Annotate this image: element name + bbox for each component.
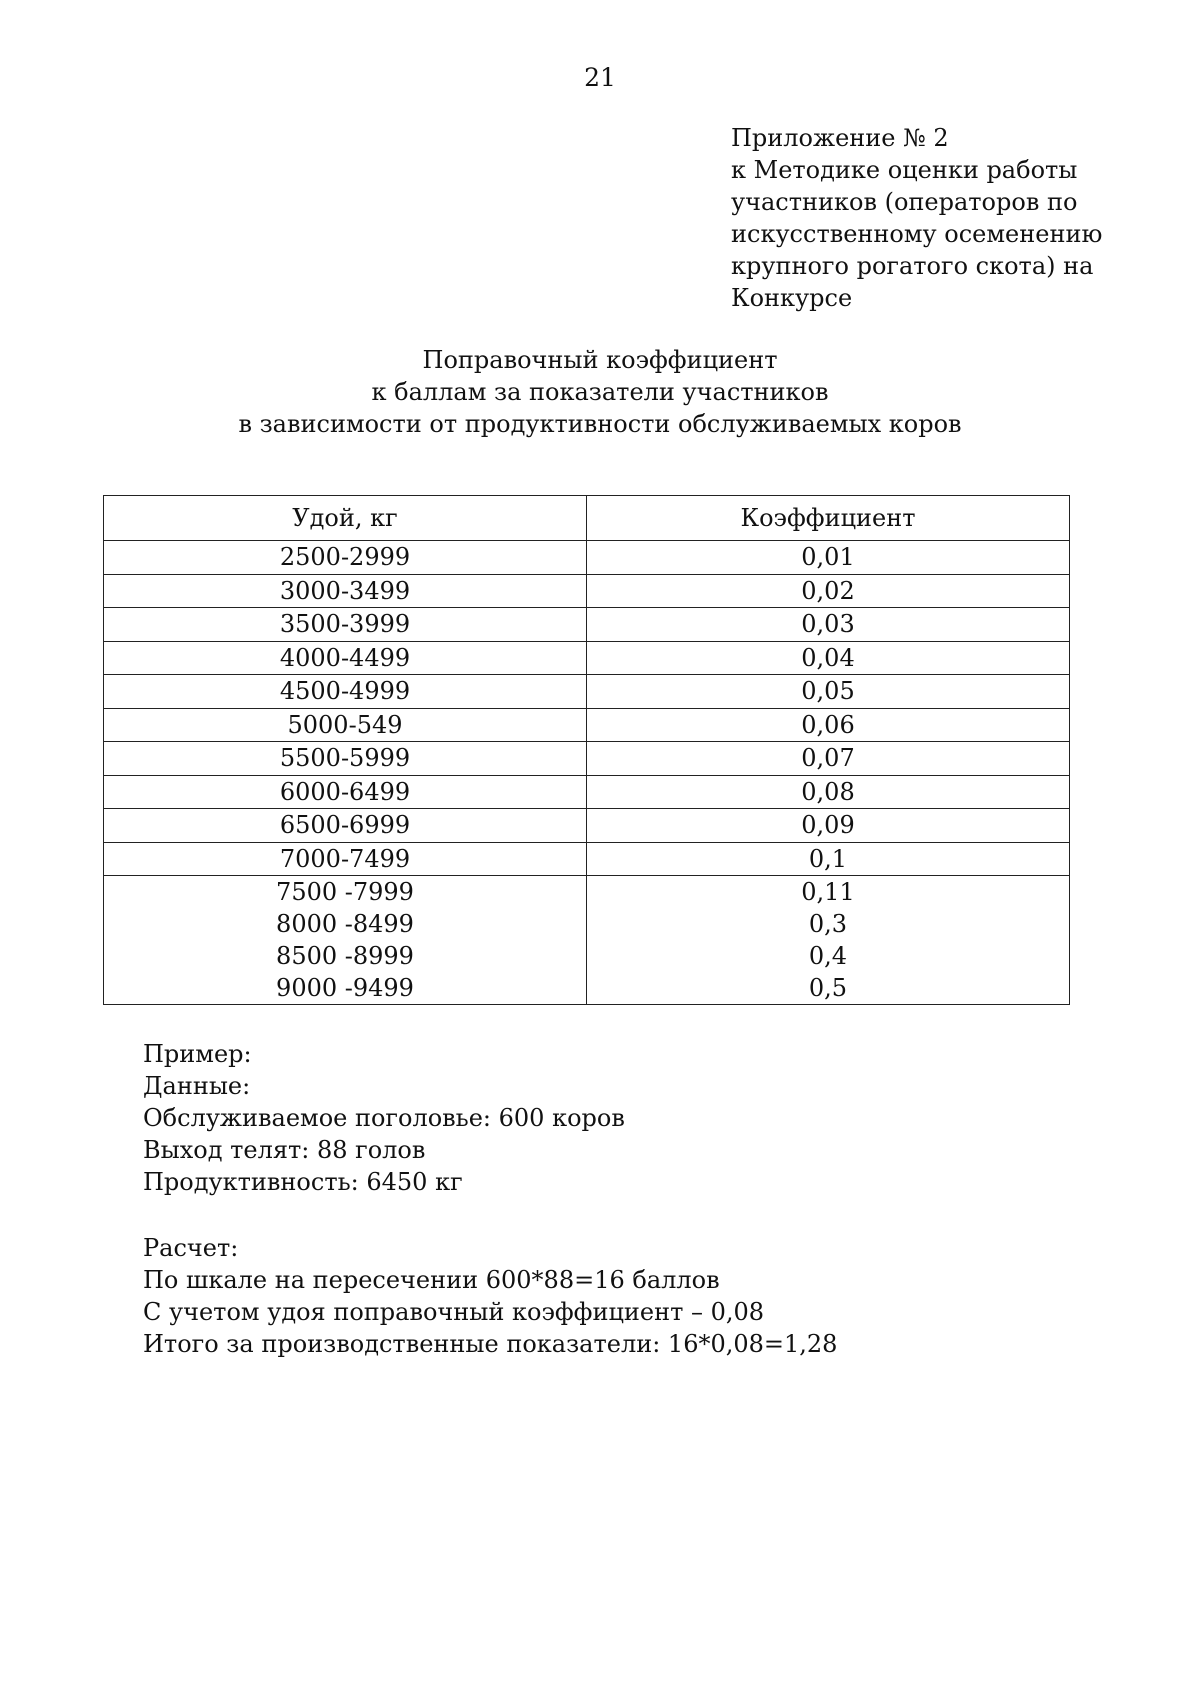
coefficient-cell: 0,05 [587, 675, 1070, 709]
yield-cell: 4000-4499 [104, 641, 587, 675]
appendix-line: участников (операторов по [731, 188, 1078, 216]
table-row [104, 641, 1070, 675]
table-row [104, 574, 1070, 608]
example-line: Обслуживаемое поголовье: 600 коров [143, 1104, 625, 1132]
example-line: Пример: [143, 1040, 252, 1068]
yield-cell: 6500-6999 [104, 809, 587, 843]
coefficient-cell: 0,06 [587, 708, 1070, 742]
coefficient-cell: 0,11 [587, 876, 1070, 909]
example-line: Данные: [143, 1072, 251, 1100]
column-header-coefficient: Коэффициент [587, 496, 1070, 541]
title-line: в зависимости от продуктивности обслуживаемых коров [238, 410, 962, 438]
yield-cell: 7500 -7999 [104, 876, 587, 909]
appendix-line: Приложение № 2 [731, 124, 949, 152]
yield-cell: 4500-4999 [104, 675, 587, 709]
yield-cell: 3500-3999 [104, 608, 587, 642]
page-number: 21 [584, 63, 616, 92]
table-row [104, 842, 1070, 876]
table-header-row [104, 496, 1070, 541]
table-row [104, 608, 1070, 642]
coefficient-cell: 0,02 [587, 574, 1070, 608]
yield-cell: 9000 -9499 [104, 972, 587, 1005]
table-row [104, 809, 1070, 843]
calculation-line: Итого за производственные показатели: 16*0,08=1,28 [143, 1330, 838, 1358]
table-row [104, 908, 1070, 940]
coefficient-cell: 0,5 [587, 972, 1070, 1005]
yield-cell: 3000-3499 [104, 574, 587, 608]
example-section [143, 1038, 1143, 1198]
coefficient-table [103, 495, 1070, 1005]
coefficient-cell: 0,08 [587, 775, 1070, 809]
yield-cell: 8000 -8499 [104, 908, 587, 940]
appendix-line: Конкурсе [731, 284, 853, 312]
coefficient-cell: 0,03 [587, 608, 1070, 642]
yield-cell: 8500 -8999 [104, 940, 587, 972]
example-line: Продуктивность: 6450 кг [143, 1168, 463, 1196]
title-line: Поправочный коэффициент [422, 346, 778, 374]
coefficient-cell: 0,04 [587, 641, 1070, 675]
yield-cell: 7000-7499 [104, 842, 587, 876]
coefficient-cell: 0,3 [587, 908, 1070, 940]
table-row [104, 675, 1070, 709]
calculation-line: Расчет: [143, 1234, 239, 1262]
table-row [104, 742, 1070, 776]
table-row [104, 775, 1070, 809]
column-header-yield: Удой, кг [104, 496, 587, 541]
table-row [104, 876, 1070, 909]
table-row [104, 972, 1070, 1005]
yield-cell: 5000-549 [104, 708, 587, 742]
appendix-note [731, 122, 1171, 314]
example-line: Выход телят: 88 голов [143, 1136, 426, 1164]
document-title [0, 344, 1200, 440]
appendix-line: к Методике оценки работы [731, 156, 1078, 184]
appendix-line: искусственному осеменению [731, 220, 1103, 248]
yield-cell: 5500-5999 [104, 742, 587, 776]
calculation-section [143, 1232, 1143, 1360]
calculation-line: По шкале на пересечении 600*88=16 баллов [143, 1266, 720, 1294]
appendix-line: крупного рогатого скота) на [731, 252, 1094, 280]
table-row [104, 541, 1070, 575]
title-line: к баллам за показатели участников [371, 378, 829, 406]
table-row [104, 708, 1070, 742]
calculation-line: С учетом удоя поправочный коэффициент – 0,08 [143, 1298, 765, 1326]
yield-cell: 2500-2999 [104, 541, 587, 575]
coefficient-cell: 0,09 [587, 809, 1070, 843]
yield-cell: 6000-6499 [104, 775, 587, 809]
table-row [104, 940, 1070, 972]
coefficient-cell: 0,1 [587, 842, 1070, 876]
coefficient-cell: 0,01 [587, 541, 1070, 575]
coefficient-cell: 0,4 [587, 940, 1070, 972]
coefficient-cell: 0,07 [587, 742, 1070, 776]
